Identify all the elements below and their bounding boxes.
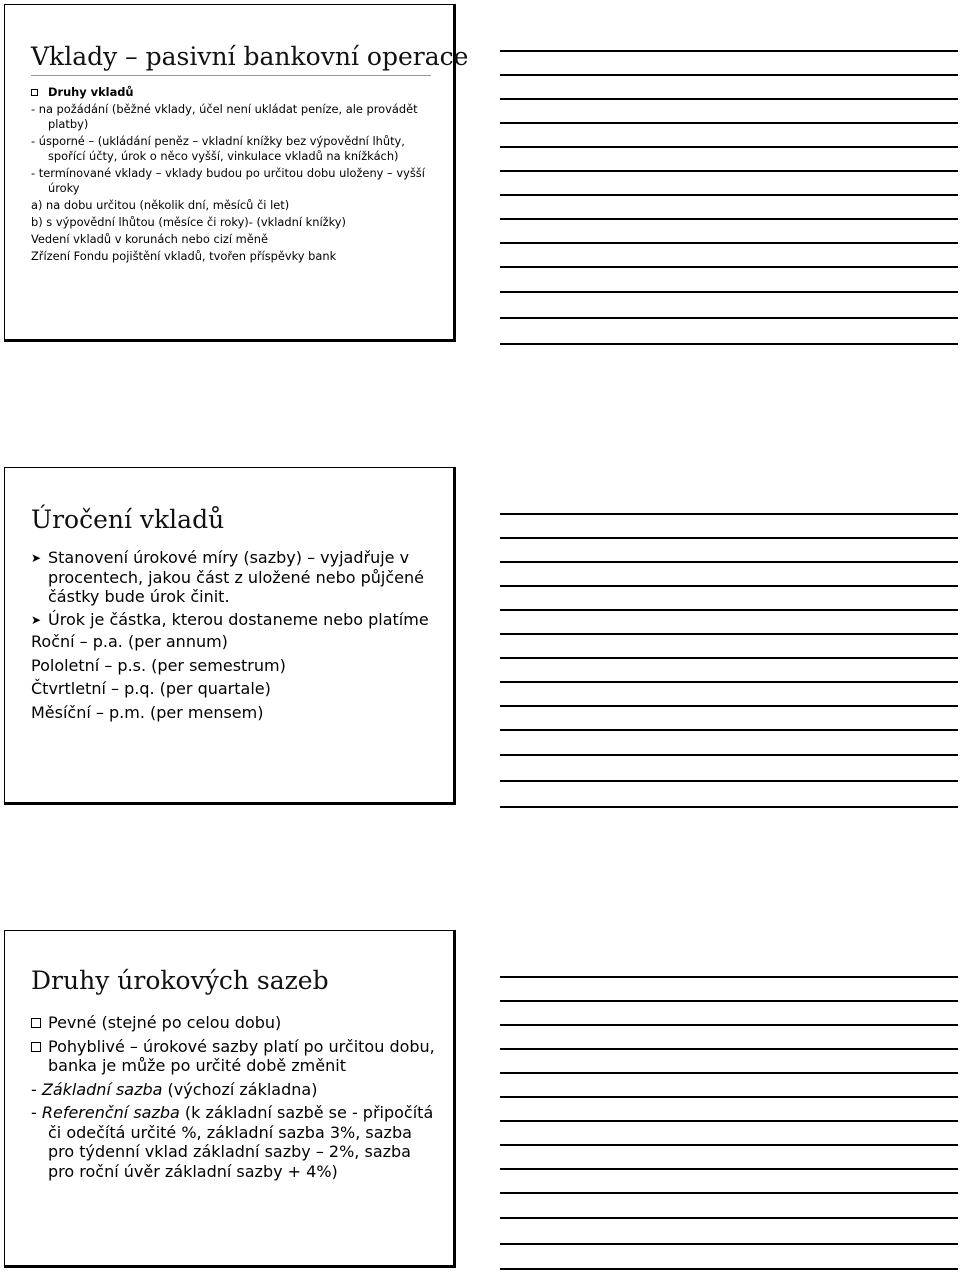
note-line (500, 1192, 958, 1194)
bullet-text: Pohyblivé – úrokové sazby platí po určitou dobu, banka je může po určité době změnit (48, 1036, 435, 1075)
arrow-bullet-icon: ➤ (31, 551, 42, 565)
list-item: - termínované vklady – vklady budou po určitou dobu uloženy – vyšší úroky (31, 166, 425, 195)
base-rate-desc: (výchozí základna) (162, 1079, 318, 1099)
square-bullet-icon (31, 1042, 41, 1052)
bullet-text: Úrok je částka, kterou dostaneme nebo platíme (48, 609, 429, 629)
list-item (31, 1037, 441, 1076)
note-line (500, 561, 958, 563)
note-line (500, 74, 958, 76)
slide-body (31, 548, 441, 726)
list-item: - na požádání (běžné vklady, účel není ukládat peníze, ale provádět platby) (31, 102, 418, 131)
square-bullet-icon (31, 89, 38, 96)
note-line (500, 1072, 958, 1074)
note-line (500, 1096, 958, 1098)
section-heading: Druhy vkladů (48, 85, 134, 99)
arrow-bullet-icon: ➤ (31, 612, 42, 627)
base-rate-term: Základní sazba (41, 1079, 163, 1099)
note-line (500, 1024, 958, 1026)
list-item: Pololetní – p.s. (per semestrum) (31, 655, 286, 675)
note-line (500, 291, 958, 293)
note-line (500, 976, 958, 978)
slide-title: Vklady – pasivní bankovní operace (31, 42, 469, 71)
note-line (500, 122, 958, 124)
reference-rate-desc: (k základní sazbě se - připočítá či odečítá určité %, základní sazba 3%, sazba pro týdenní vklad základní sazby – 2%, sazba pro roční úvěr základní sazby + 4%) (48, 1103, 434, 1181)
list-item (31, 85, 441, 100)
list-item: b) s výpovědní lhůtou (měsíce či roky)- (vkladní knížky) (31, 215, 346, 229)
note-line (500, 218, 958, 220)
list-item: Měsíční – p.m. (per mensem) (31, 702, 264, 722)
note-line (500, 537, 958, 539)
list-item (31, 1013, 441, 1033)
slide-body (31, 1013, 441, 1185)
note-line (500, 1217, 958, 1219)
note-line (500, 317, 958, 319)
note-line (500, 513, 958, 515)
note-line (500, 806, 958, 808)
square-bullet-icon (31, 1018, 41, 1028)
reference-rate-term: Referenční sazba (41, 1103, 180, 1122)
note-line (500, 170, 958, 172)
list-item (31, 610, 441, 630)
note-line (500, 1144, 958, 1146)
dash-prefix: - (31, 1079, 42, 1099)
note-line (500, 681, 958, 683)
note-line (500, 1120, 958, 1122)
list-item: a) na dobu určitou (několik dní, měsíců či let) (31, 198, 290, 212)
note-line (500, 729, 958, 731)
list-item: Roční – p.a. (per annum) (31, 632, 228, 651)
note-line (500, 585, 958, 587)
dash-prefix: - (31, 1103, 42, 1122)
list-item (31, 1080, 441, 1100)
note-line (500, 1268, 958, 1270)
slide-body (31, 85, 441, 266)
bullet-text: Pevné (stejné po celou dobu) (48, 1013, 282, 1032)
note-line (500, 1243, 958, 1245)
note-line (500, 1000, 958, 1002)
note-line (500, 50, 958, 52)
note-line (500, 1048, 958, 1050)
note-line (500, 242, 958, 244)
note-line (500, 657, 958, 659)
note-line (500, 343, 958, 345)
note-line (500, 266, 958, 268)
title-divider (31, 75, 431, 76)
slide-2 (4, 467, 456, 805)
bullet-text: Stanovení úrokové míry (sazby) – vyjadřuje v procentech, jakou část z uložené nebo půjčené částky bude úrok činit. (48, 548, 424, 606)
slide-3 (4, 930, 456, 1268)
note-line (500, 194, 958, 196)
note-line (500, 609, 958, 611)
note-line (500, 754, 958, 756)
slide-title: Druhy úrokových sazeb (31, 966, 329, 995)
list-item (31, 1103, 441, 1181)
note-line (500, 1168, 958, 1170)
note-line (500, 780, 958, 782)
slide-1 (4, 4, 469, 342)
note-line (500, 705, 958, 707)
note-line (500, 146, 958, 148)
list-item: - úsporné – (ukládání peněz – vkladní knížky bez výpovědní lhůty, spořící účty, úrok o něco vyšší, vinkulace vkladů na knížkách) (31, 134, 405, 163)
note-line (500, 98, 958, 100)
list-item: Vedení vkladů v korunách nebo cizí měně (31, 232, 269, 246)
list-item: Zřízení Fondu pojištění vkladů, tvořen příspěvky bank (31, 249, 337, 263)
list-item: Čtvrtletní – p.q. (per quartale) (31, 679, 271, 698)
list-item (31, 548, 441, 607)
slide-title: Úročení vkladů (31, 505, 225, 534)
note-line (500, 633, 958, 635)
